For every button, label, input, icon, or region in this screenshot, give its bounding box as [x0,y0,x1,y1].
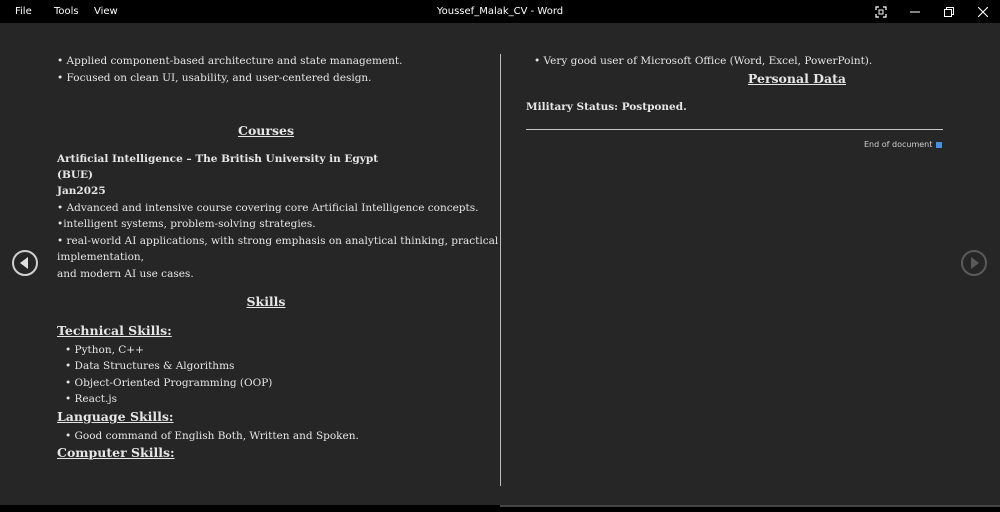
next-page-icon [971,257,979,269]
technical-skill-item: • Object-Oriented Programming (OOP) [65,377,273,389]
technical-skill-item: • React.js [65,393,117,405]
next-page-button[interactable] [961,250,987,276]
previous-page-button[interactable] [12,250,38,276]
maximize-icon [944,7,954,17]
page-divider [500,54,501,486]
technical-skill-item: • Data Structures & Algorithms [65,360,235,372]
course-date: Jan2025 [57,185,106,197]
restore-icon [875,6,887,18]
technical-skill-item: • Python, C++ [65,344,144,356]
course-line: •intelligent systems, problem-solving strategies. [57,218,316,230]
end-of-document-label: End of document [864,140,933,149]
menu-file[interactable]: File [15,6,32,17]
office-skill-item: • Very good user of Microsoft Office (Word, Excel, PowerPoint). [534,55,873,67]
scroll-indicator [500,505,1000,507]
military-status: Military Status: Postponed. [526,101,687,113]
course-line: and modern AI use cases. [57,268,194,280]
window-title: Youssef_Malak_CV - Word [436,6,564,17]
intro-line: • Applied component-based architecture and state management. [57,55,403,67]
close-icon [978,7,988,17]
menu-tools[interactable]: Tools [54,6,79,17]
course-title: Artificial Intelligence – The British University in Egypt [57,153,379,165]
course-line: implementation, [57,251,145,263]
personal-data-heading: Personal Data [747,71,846,86]
menu-view[interactable]: View [94,6,118,17]
intro-line: • Focused on clean UI, usability, and user-centered design. [57,72,372,84]
document-view [0,23,1000,505]
prev-page-icon [20,257,28,269]
course-line: • Advanced and intensive course covering core Artificial Intelligence concepts. [57,202,479,214]
language-skills-heading: Language Skills: [57,409,174,424]
end-of-document-marker [936,142,942,148]
minimize-button[interactable] [898,0,932,23]
course-line: • real-world AI applications, with strong emphasis on analytical thinking, practical [57,235,499,247]
courses-heading: Courses [238,123,294,138]
end-rule [526,129,943,130]
computer-skills-heading: Computer Skills: [57,445,175,460]
maximize-button[interactable] [932,0,966,23]
course-org: (BUE) [57,169,93,181]
bottom-bar [0,505,1000,512]
close-button[interactable] [966,0,1000,23]
skills-heading: Skills [246,294,286,309]
technical-skills-heading: Technical Skills: [57,323,172,338]
language-skill-item: • Good command of English Both, Written and Spoken. [65,430,359,442]
focus-mode-button[interactable] [864,0,898,23]
minimize-icon [910,7,920,17]
title-bar [0,0,1000,23]
